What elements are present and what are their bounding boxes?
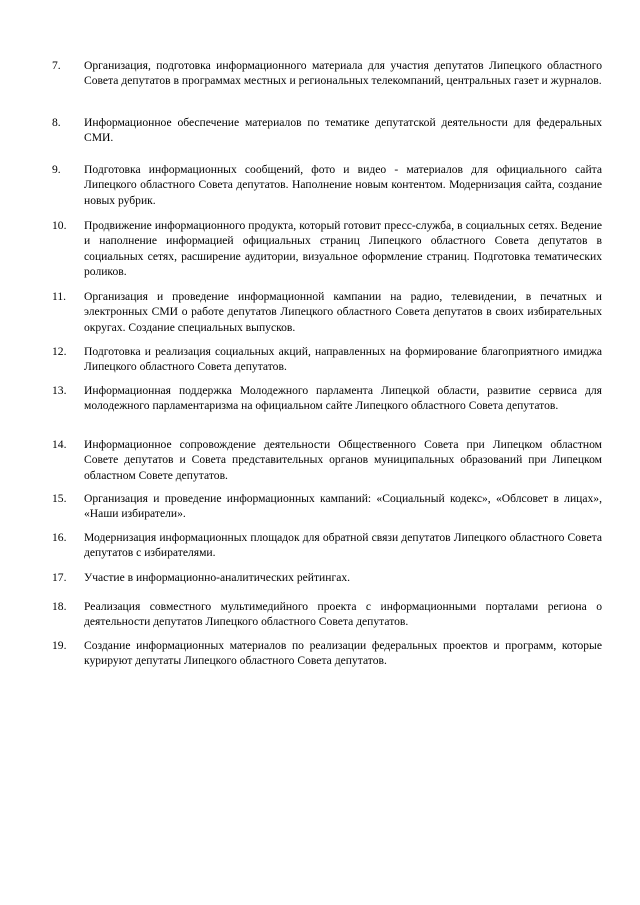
- item-number: 13.: [52, 384, 67, 397]
- item-number: 10.: [52, 219, 67, 232]
- list-item: [52, 599, 602, 630]
- item-text: Организация и проведение информационной кампании на радио, телевидении, в печатных и электронных СМИ о работе депутатов Липецкого областного Совета депутатов в своих избирательных округах. Создание специальных выпусков.: [84, 290, 602, 334]
- item-number: 18.: [52, 600, 67, 613]
- item-text: Продвижение информационного продукта, который готовит пресс-служба, в социальных сетях. Ведение и наполнение информацией официальных страниц Липецкого областного Совета депутатов в социальных сетях, расширение аудитории, визуальное оформление страниц. Подготовка тематических роликов.: [84, 219, 602, 278]
- item-text: Информационная поддержка Молодежного парламента Липецкой области, развитие сервиса для молодежного парламентаризма на официальном сайте Липецкого областного Совета депутатов.: [84, 384, 602, 413]
- item-text: Реализация совместного мультимедийного проекта с информационными порталами региона о деятельности депутатов Липецкого областного Совета депутатов.: [84, 600, 602, 629]
- list-item: [52, 162, 602, 208]
- item-number: 9.: [52, 163, 61, 176]
- list-item: [52, 115, 602, 146]
- list-item: [52, 530, 602, 561]
- item-number: 11.: [52, 290, 67, 303]
- item-text: Участие в информационно-аналитических рейтингах.: [84, 571, 351, 584]
- item-number: 7.: [52, 59, 61, 72]
- list-item: [52, 383, 602, 414]
- list-item: [52, 638, 602, 669]
- item-text: Организация, подготовка информационного материала для участия депутатов Липецкого областного Совета депутатов в программах местных и региональных телекомпаний, центральных газет и журналов.: [84, 59, 602, 88]
- item-number: 8.: [52, 116, 61, 129]
- list-item: [52, 437, 602, 483]
- list-item: [52, 58, 602, 89]
- list-item: [52, 344, 602, 375]
- item-text: Создание информационных материалов по реализации федеральных проектов и программ, которые курируют депутаты Липецкого областного Совета депутатов.: [84, 639, 602, 668]
- item-text: Информационное обеспечение материалов по тематике депутатской деятельности для федеральных СМИ.: [84, 116, 602, 145]
- item-number: 16.: [52, 531, 67, 544]
- item-number: 19.: [52, 639, 67, 652]
- item-text: Модернизация информационных площадок для обратной связи депутатов Липецкого областного Совета депутатов с избирателями.: [84, 531, 602, 560]
- list-item: [52, 218, 602, 279]
- item-text: Организация и проведение информационных кампаний: «Социальный кодекс», «Облсовет в лицах», «Наши избиратели».: [84, 492, 602, 521]
- list-item: [52, 289, 602, 335]
- item-number: 12.: [52, 345, 67, 358]
- item-number: 15.: [52, 492, 67, 505]
- item-text: Информационное сопровождение деятельности Общественного Совета при Липецком областном Совете депутатов и Совета представительных органов муниципальных образований при Липецком областном Совете депутатов.: [84, 438, 602, 482]
- item-text: Подготовка и реализация социальных акций, направленных на формирование благоприятного имиджа Липецкого областного Совета депутатов.: [84, 345, 602, 374]
- item-text: Подготовка информационных сообщений, фото и видео - материалов для официального сайта Липецкого областного Совета депутатов. Наполнение новым контентом. Модернизация сайта, создание новых рубрик.: [84, 163, 602, 207]
- item-number: 14.: [52, 438, 67, 451]
- list-item: [52, 570, 602, 585]
- item-number: 17.: [52, 571, 67, 584]
- list-item: [52, 491, 602, 522]
